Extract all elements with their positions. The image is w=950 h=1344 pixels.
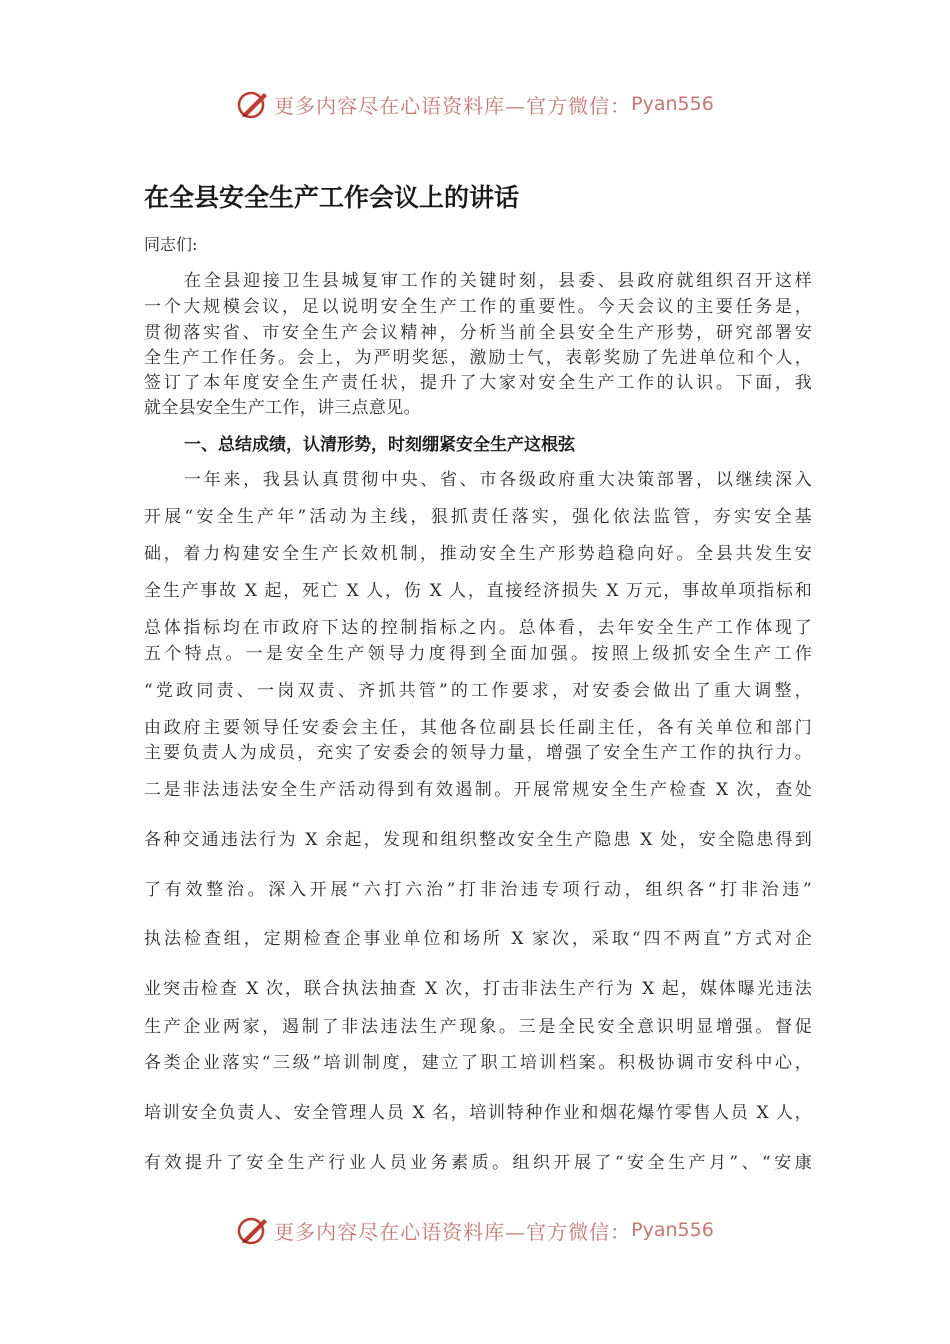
paragraph-line: 主要负责人为成员，充实了安委会的领导力量，增强了安全生产工作的执行力。 <box>144 743 812 763</box>
paragraph-line: 在全县迎接卫生县城复审工作的关键时刻，县委、县政府就组织召开这样 <box>184 271 812 291</box>
paragraph-line: 贯彻落实省、市安全生产会议精神，分析当前全县安全生产形势，研究部署安 <box>144 323 812 343</box>
paragraph-line: 一年来，我县认真贯彻中央、省、市各级政府重大决策部署，以继续深入 <box>184 470 812 490</box>
paragraph-line: 就全县安全生产工作，讲三点意见。 <box>144 398 421 418</box>
section-heading: 一、总结成绩，认清形势，时刻绷紧安全生产这根弦 <box>184 435 575 455</box>
paragraph-line: 执法检查组，定期检查企事业单位和场所 X 家次，采取“四不两直”方式对企 <box>144 929 812 949</box>
paragraph-line: “党政同责、一岗双责、齐抓共管”的工作要求，对安委会做出了重大调整， <box>144 681 812 701</box>
paragraph-line: 总体指标均在市政府下达的控制指标之内。总体看，去年安全生产工作体现了 <box>144 618 812 638</box>
header-watermark <box>0 84 950 124</box>
paragraph-line: 二是非法违法安全生产活动得到有效遏制。开展常规安全生产检查 X 次，查处 <box>144 780 812 800</box>
pen-logo-icon <box>236 1213 270 1247</box>
paragraph-line: 生产企业两家，遏制了非法违法生产现象。三是全民安全意识明显增强。督促 <box>144 1017 812 1037</box>
paragraph-line: 全生产工作任务。会上，为严明奖惩，激励士气，表彰奖励了先进单位和个人， <box>144 348 812 368</box>
footer-watermark <box>0 1210 950 1250</box>
paragraph-line: 培训安全负责人、安全管理人员 X 名，培训特种作业和烟花爆竹零售人员 X 人， <box>144 1103 812 1123</box>
watermark-text: 更多内容尽在心语资料库—官方微信： <box>274 1219 632 1244</box>
salutation: 同志们: <box>144 235 198 254</box>
pen-logo-icon <box>236 87 270 121</box>
page-title: 在全县安全生产工作会议上的讲话 <box>144 183 520 212</box>
paragraph-line: 础，着力构建安全生产长效机制，推动安全生产形势趋稳向好。全县共发生安 <box>144 544 812 564</box>
paragraph-line: 开展“安全生产年”活动为主线，狠抓责任落实，强化依法监管，夯实安全基 <box>144 507 812 527</box>
watermark-id: Pyan556 <box>631 1219 714 1241</box>
paragraph-line: 有效提升了安全生产行业人员业务素质。组织开展了“安全生产月”、“安康 <box>144 1153 812 1173</box>
watermark-text: 更多内容尽在心语资料库—官方微信： <box>274 93 632 118</box>
paragraph-line: 了有效整治。深入开展“六打六治”打非治违专项行动，组织各“打非治违” <box>144 880 812 900</box>
paragraph-line: 业突击检查 X 次，联合执法抽查 X 次，打击非法生产行为 X 起，媒体曝光违法 <box>144 979 812 999</box>
watermark-id: Pyan556 <box>631 93 714 115</box>
paragraph-line: 签订了本年度安全生产责任状，提升了大家对安全生产工作的认识。下面，我 <box>144 373 812 393</box>
paragraph-line: 一个大规模会议，足以说明安全生产工作的重要性。今天会议的主要任务是， <box>144 297 812 317</box>
paragraph-line: 各种交通违法行为 X 余起，发现和组织整改安全生产隐患 X 处，安全隐患得到 <box>144 830 812 850</box>
paragraph-line: 各类企业落实“三级”培训制度，建立了职工培训档案。积极协调市安科中心， <box>144 1053 812 1073</box>
paragraph-line: 五个特点。一是安全生产领导力度得到全面加强。按照上级抓安全生产工作 <box>144 644 812 664</box>
paragraph-line: 全生产事故 X 起，死亡 X 人，伤 X 人，直接经济损失 X 万元，事故单项指标和 <box>144 581 812 601</box>
paragraph-line: 由政府主要领导任安委会主任，其他各位副县长任副主任，各有关单位和部门 <box>144 718 812 738</box>
